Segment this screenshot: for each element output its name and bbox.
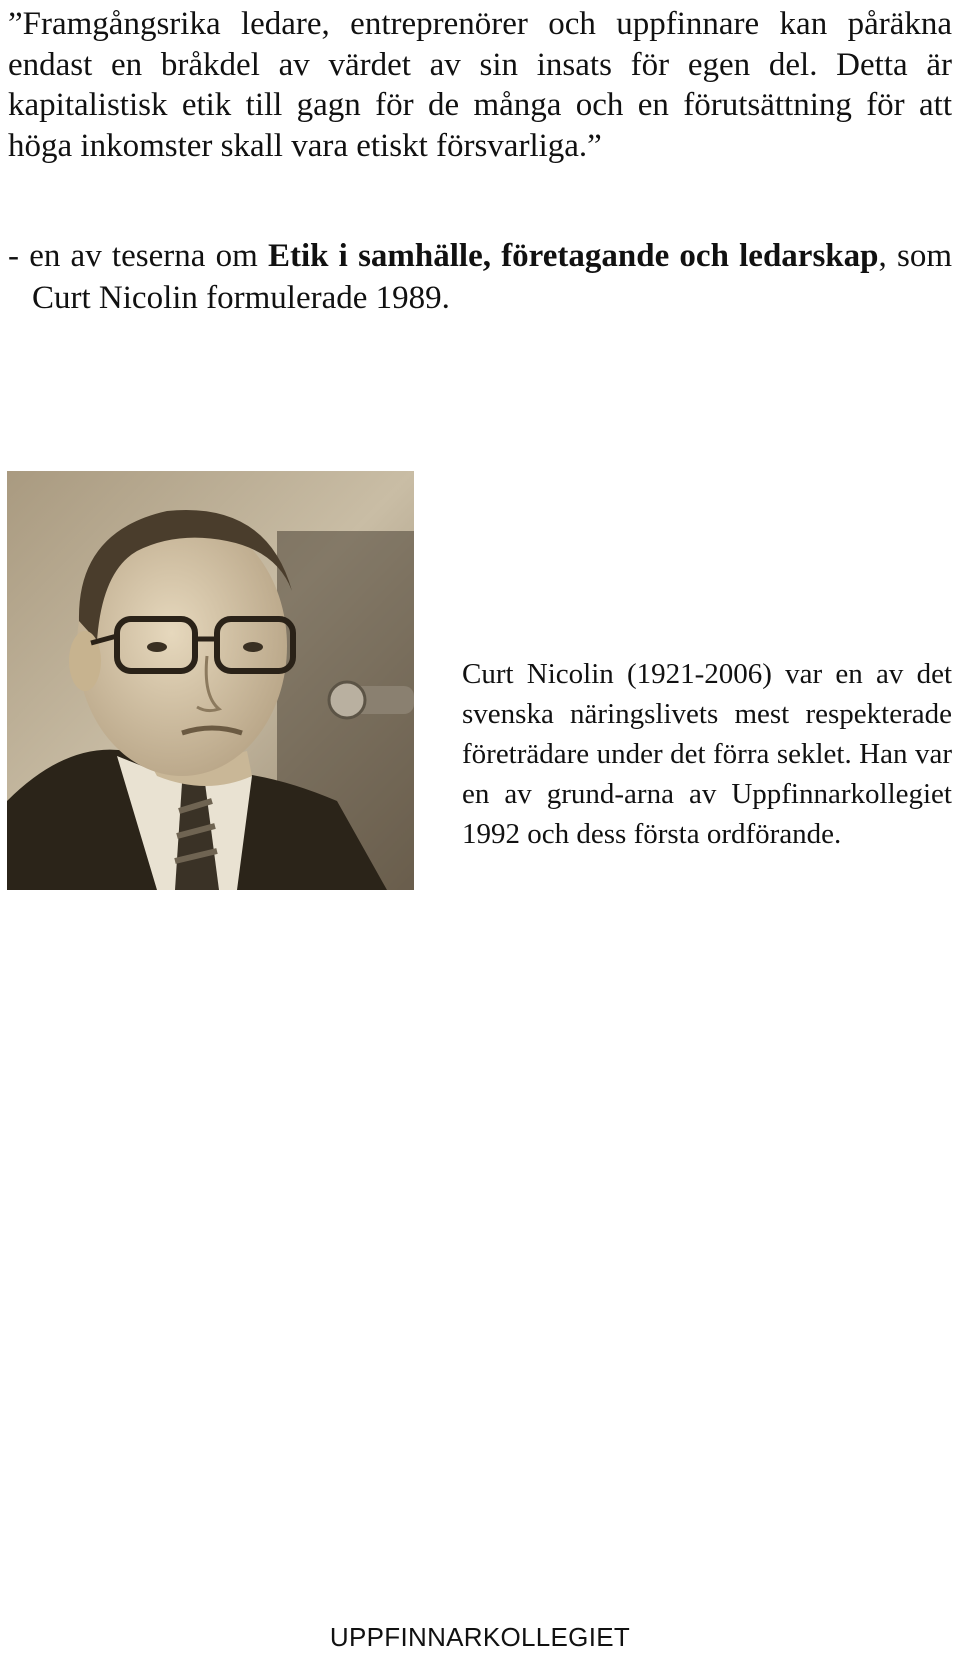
attribution-suffix: , som Curt Nicolin formulerade 1989. [32,238,952,316]
photo-caption: Curt Nicolin (1921-2006) var en av det svenska näringslivets mest respekterade företrädare under det förra seklet. Han var en av grund-arna av Uppfinnarkollegiet 1992 och dess första ordförande. [462,658,952,850]
attribution-prefix: - en av teserna om [8,238,268,274]
portrait-photo [7,471,414,890]
quote-paragraph: ”Framgångsrika ledare, entreprenörer och uppfinnare kan påräkna endast en bråkdel av värdet av sin insats för egen del. Detta är kapitalistisk etik till gagn för de många och en förutsättning för att höga inkomster skall vara etiskt försvarliga.” [8,6,952,164]
portrait-photo-icon [7,471,414,890]
footer-organization: UPPFINNARKOLLEGIET [329,1622,631,1652]
attribution-paragraph [8,235,952,319]
attribution-title: Etik i samhälle, företagande och ledarskap [267,238,879,274]
